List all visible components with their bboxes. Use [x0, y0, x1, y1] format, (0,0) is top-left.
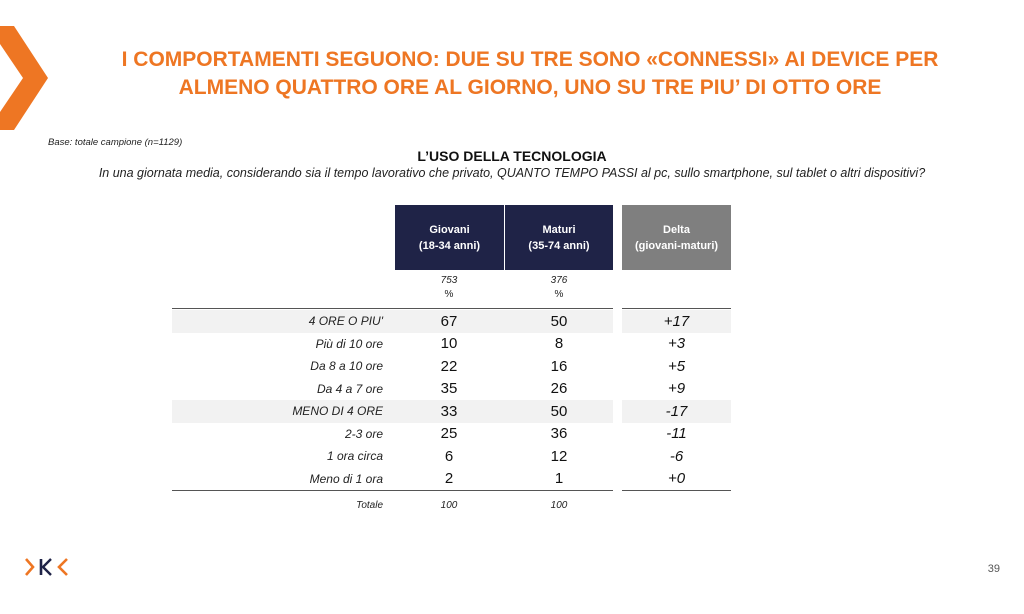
page-number: 39: [987, 563, 1000, 575]
base-n-young: [395, 274, 503, 302]
table-row: [0, 423, 1024, 446]
header-delta-sub: (giovani-maturi): [634, 239, 719, 252]
total-young-value: 100: [440, 500, 458, 511]
row-mature-value: 50: [550, 402, 568, 420]
total-row: [0, 500, 1024, 516]
table-row: [0, 355, 1024, 378]
slide-title: [70, 46, 990, 102]
row-young-value: 10: [440, 335, 458, 353]
table-row: [0, 400, 1024, 423]
row-young-value: 2: [444, 470, 454, 488]
row-delta-value: +0: [667, 470, 686, 488]
row-young-value: 33: [440, 402, 458, 420]
table-bottom-rule: [172, 490, 613, 491]
row-label: Meno di 1 ora: [309, 471, 383, 486]
total-label: Totale: [356, 500, 383, 511]
base-note: Base: totale campione (n=1129): [48, 137, 183, 148]
slide-title-line-2: ALMENO QUATTRO ORE AL GIORNO, UNO SU TRE PIU’ DI OTTO ORE: [178, 76, 882, 99]
table-row: [0, 468, 1024, 491]
row-label: Più di 10 ore: [315, 336, 383, 351]
total-mature-value: 100: [550, 500, 568, 511]
row-label: 4 ORE O PIU': [308, 314, 383, 329]
header-delta-title: Delta: [663, 223, 690, 236]
header-young-title: Giovani: [429, 223, 470, 236]
row-delta-value: +17: [663, 312, 690, 330]
row-mature-value: 16: [550, 357, 568, 375]
header-delta: [622, 205, 731, 270]
slide-title-line-1: I COMPORTAMENTI SEGUONO: DUE SU TRE SONO «CONNESSI» AI DEVICE PER: [121, 48, 939, 71]
row-label: Da 8 a 10 ore: [310, 359, 383, 374]
row-mature-value: 36: [550, 425, 568, 443]
base-unit-mature: %: [554, 289, 564, 300]
row-mature-value: 8: [554, 335, 564, 353]
row-mature-value: 26: [550, 380, 568, 398]
row-delta-value: +5: [667, 357, 686, 375]
row-young-value: 6: [444, 447, 454, 465]
row-young-value: 35: [440, 380, 458, 398]
row-mature-value: 12: [550, 447, 568, 465]
base-n-mature-value: 376: [550, 275, 568, 286]
brand-logo-icon: [24, 556, 70, 578]
table-row: [0, 333, 1024, 356]
header-young: [395, 205, 504, 270]
row-delta-value: -17: [665, 402, 688, 420]
base-n-mature: [505, 274, 613, 302]
row-young-value: 22: [440, 357, 458, 375]
row-delta-value: +9: [667, 380, 686, 398]
row-delta-value: +3: [667, 335, 686, 353]
base-unit-young: %: [444, 289, 454, 300]
row-young-value: 67: [440, 312, 458, 330]
header-young-sub: (18-34 anni): [418, 239, 481, 252]
corner-chevron-icon: [0, 26, 48, 130]
table-row: [0, 310, 1024, 333]
row-label: MENO DI 4 ORE: [292, 404, 383, 419]
row-mature-value: 50: [550, 312, 568, 330]
row-mature-value: 1: [554, 470, 564, 488]
row-delta-value: -6: [669, 447, 684, 465]
row-label: 1 ora circa: [326, 449, 383, 464]
section-title: L’USO DELLA TECNOLOGIA: [417, 148, 607, 164]
question-text: In una giornata media, considerando sia il tempo lavorativo che privato, QUANTO TEMPO PASSI al pc, sullo smartphone, sul tablet o altri dispositivi?: [98, 166, 926, 180]
row-label: Da 4 a 7 ore: [316, 381, 383, 396]
row-young-value: 25: [440, 425, 458, 443]
delta-bottom-rule: [622, 490, 731, 491]
row-label: 2-3 ore: [344, 426, 383, 441]
table-top-rule: [172, 308, 613, 309]
header-mature-title: Maturi: [542, 223, 576, 236]
delta-top-rule: [622, 308, 731, 309]
row-delta-value: -11: [666, 425, 687, 443]
header-mature-sub: (35-74 anni): [528, 239, 590, 252]
table-row: [0, 378, 1024, 401]
header-mature: [505, 205, 613, 270]
base-n-young-value: 753: [440, 275, 458, 286]
table-row: [0, 445, 1024, 468]
